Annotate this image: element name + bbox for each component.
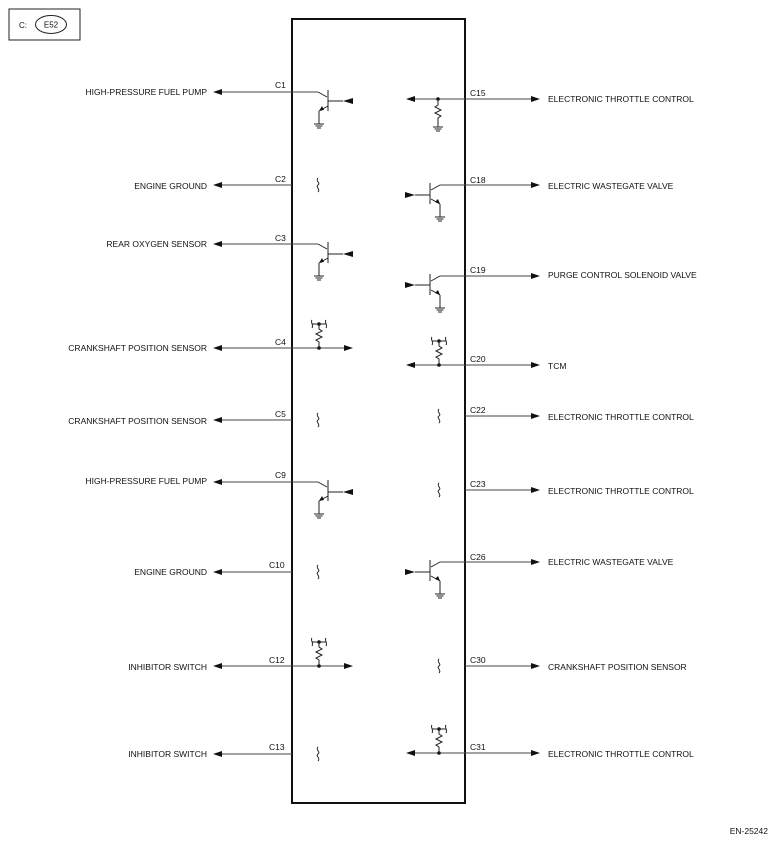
pin-number: C23 xyxy=(470,479,486,489)
pin-label: INHIBITOR SWITCH xyxy=(128,662,207,672)
pin-row-c19 xyxy=(405,265,697,312)
pin-row-c1 xyxy=(85,80,353,128)
pin-number: C4 xyxy=(275,337,286,347)
pin-label: HIGH-PRESSURE FUEL PUMP xyxy=(85,87,207,97)
pin-number: C9 xyxy=(275,470,286,480)
pin-number: C31 xyxy=(470,742,486,752)
pin-number: C20 xyxy=(470,354,486,364)
pin-number: C18 xyxy=(470,175,486,185)
figure-id: EN-25242 xyxy=(729,826,768,836)
pin-number: C13 xyxy=(269,742,285,752)
pin-number: C1 xyxy=(275,80,286,90)
pin-row-c23 xyxy=(438,479,694,497)
pin-number: C26 xyxy=(470,552,486,562)
pin-number: C3 xyxy=(275,233,286,243)
pin-label: REAR OXYGEN SENSOR xyxy=(106,239,207,249)
pin-row-c5 xyxy=(68,409,319,427)
pin-label: CRANKSHAFT POSITION SENSOR xyxy=(68,416,207,426)
pin-number: C12 xyxy=(269,655,285,665)
pin-label: CRANKSHAFT POSITION SENSOR xyxy=(548,662,687,672)
pin-label: ENGINE GROUND xyxy=(134,181,207,191)
pin-label: CRANKSHAFT POSITION SENSOR xyxy=(68,343,207,353)
connector-header xyxy=(9,9,80,40)
connector-name: E52 xyxy=(43,20,59,30)
ecm-box xyxy=(292,19,465,803)
pin-row-c20 xyxy=(406,337,566,371)
pin-row-c9 xyxy=(85,470,353,518)
pin-row-c31 xyxy=(406,725,694,759)
pin-label: ELECTRIC WASTEGATE VALVE xyxy=(548,181,674,191)
pin-row-c26 xyxy=(405,552,674,598)
pin-label: PURGE CONTROL SOLENOID VALVE xyxy=(548,270,697,280)
pin-label: HIGH-PRESSURE FUEL PUMP xyxy=(85,476,207,486)
pin-row-c13 xyxy=(128,742,319,761)
pin-label: ELECTRIC WASTEGATE VALVE xyxy=(548,557,674,567)
pin-label: ELECTRONIC THROTTLE CONTROL xyxy=(548,94,694,104)
pin-label: ELECTRONIC THROTTLE CONTROL xyxy=(548,749,694,759)
pin-label: ENGINE GROUND xyxy=(134,567,207,577)
pin-row-c18 xyxy=(405,175,674,221)
pin-row-c12 xyxy=(128,638,353,672)
pin-row-c30 xyxy=(438,655,687,673)
connector-prefix: C: xyxy=(19,21,27,30)
pin-number: C2 xyxy=(275,174,286,184)
pin-number: C10 xyxy=(269,560,285,570)
pin-number: C15 xyxy=(470,88,486,98)
pin-row-c15 xyxy=(406,88,694,131)
pin-label: TCM xyxy=(548,361,567,371)
pin-row-c22 xyxy=(438,405,694,423)
pin-label: INHIBITOR SWITCH xyxy=(128,749,207,759)
pin-row-c3 xyxy=(106,233,353,280)
pin-number: C22 xyxy=(470,405,486,415)
pin-number: C30 xyxy=(470,655,486,665)
pin-label: ELECTRONIC THROTTLE CONTROL xyxy=(548,412,694,422)
pin-label: ELECTRONIC THROTTLE CONTROL xyxy=(548,486,694,496)
pin-number: C5 xyxy=(275,409,286,419)
pin-row-c4 xyxy=(68,320,353,353)
pin-number: C19 xyxy=(470,265,486,275)
